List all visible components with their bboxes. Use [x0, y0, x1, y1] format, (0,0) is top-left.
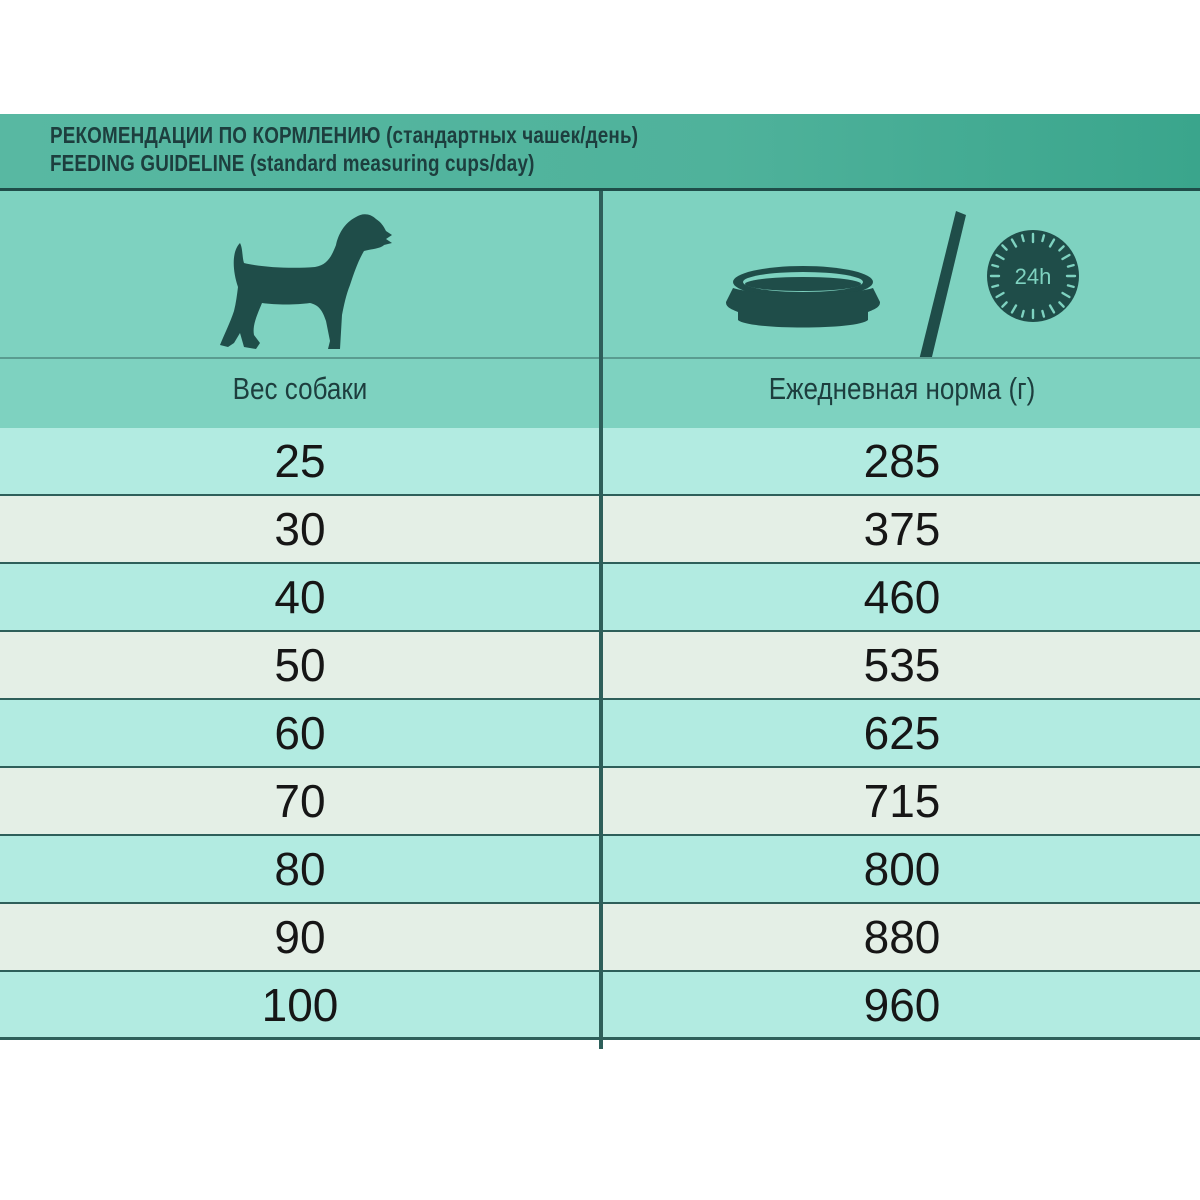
dog-silhouette-icon: [210, 209, 400, 354]
weight-cell: 100: [261, 979, 339, 1031]
clock-label: 24h: [1014, 264, 1052, 289]
24h-clock-icon: [985, 228, 1081, 324]
weight-cell: 60: [274, 707, 326, 759]
weight-cell: 50: [274, 639, 326, 691]
daily-norm-cell: 625: [863, 707, 941, 759]
weight-cell: 25: [274, 435, 326, 487]
weight-cell: 40: [274, 571, 326, 623]
column-divider: [599, 191, 603, 1049]
title-english-note: (standard measuring cups/day): [249, 150, 535, 176]
daily-norm-cell: 715: [863, 775, 941, 827]
weight-cell: 70: [274, 775, 326, 827]
daily-norm-cell: 880: [863, 911, 941, 963]
feeding-guideline-table: [0, 114, 1200, 1049]
header-daily-norm: Ежедневная норма (г): [768, 371, 1036, 406]
daily-norm-cell: 460: [863, 571, 941, 623]
title-english-bold: FEEDING GUIDELINE: [50, 150, 245, 176]
title-russian-note: (стандартных чашек/день): [386, 122, 639, 148]
daily-norm-cell: 535: [863, 639, 941, 691]
title-band: [0, 114, 1200, 191]
weight-cell: 30: [274, 503, 326, 555]
food-bowl-icon: [718, 262, 888, 338]
title-russian: [50, 122, 638, 149]
title-russian-bold: РЕКОМЕНДАЦИИ ПО КОРМЛЕНИЮ: [50, 122, 381, 148]
title-english: [50, 150, 535, 177]
weight-cell: 80: [274, 843, 326, 895]
daily-norm-cell: 375: [863, 503, 941, 555]
daily-norm-cell: 285: [863, 435, 941, 487]
weight-cell: 90: [274, 911, 326, 963]
header-dog-weight: Вес собаки: [232, 371, 368, 406]
daily-norm-cell: 960: [863, 979, 941, 1031]
daily-norm-cell: 800: [863, 843, 941, 895]
